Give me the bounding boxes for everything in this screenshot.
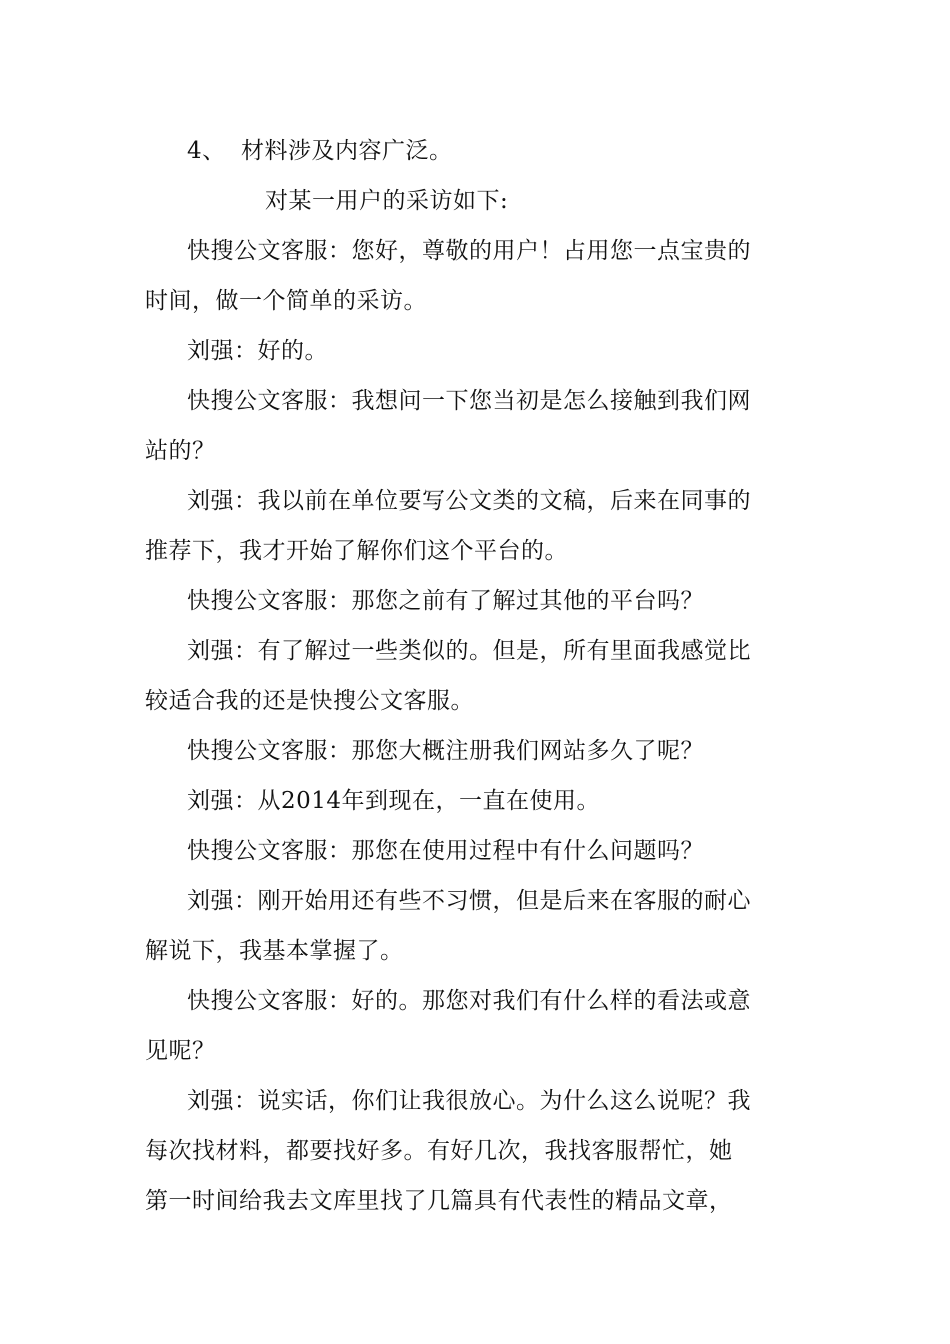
paragraph-line: 见呢？ <box>145 1038 216 1064</box>
paragraph-line: 刘强：有了解过一些类似的。但是，所有里面我感觉比 <box>187 638 751 664</box>
list-item-4 <box>187 136 867 166</box>
paragraph-line: 刘强：说实话，你们让我很放心。为什么这么说呢？我 <box>187 1088 751 1114</box>
paragraph-line: 第一时间给我去文库里找了几篇具有代表性的精品文章， <box>145 1188 733 1214</box>
paragraph-line: 快搜公文客服：那您在使用过程中有什么问题吗？ <box>187 838 704 864</box>
paragraph-line: 刘强：好的。 <box>187 338 328 364</box>
paragraph-line: 快搜公文客服：好的。那您对我们有什么样的看法或意 <box>187 988 751 1014</box>
paragraph-line: 快搜公文客服：我想问一下您当初是怎么接触到我们网 <box>187 388 751 414</box>
paragraph-line: 每次找材料，都要找好多。有好几次，我找客服帮忙，她 <box>145 1138 733 1164</box>
paragraph-line: 时间，做一个简单的采访。 <box>145 288 427 314</box>
list-item-text: 材料涉及内容广泛。 <box>241 138 453 164</box>
paragraph-line: 刘强：从2014年到现在，一直在使用。 <box>187 788 601 814</box>
paragraph-line: 快搜公文客服：您好，尊敬的用户！占用您一点宝贵的 <box>187 238 751 264</box>
paragraph-line: 较适合我的还是快搜公文客服。 <box>145 688 474 714</box>
paragraph-line: 快搜公文客服：那您之前有了解过其他的平台吗？ <box>187 588 704 614</box>
interview-intro: 对某一用户的采访如下: <box>265 188 509 214</box>
list-item-number: 4、 <box>187 138 226 164</box>
paragraph-line: 刘强：刚开始用还有些不习惯，但是后来在客服的耐心 <box>187 888 751 914</box>
paragraph-line: 解说下，我基本掌握了。 <box>145 938 404 964</box>
paragraph-line: 推荐下，我才开始了解你们这个平台的。 <box>145 538 568 564</box>
paragraph-line: 站的？ <box>145 438 216 464</box>
paragraph-line: 刘强：我以前在单位要写公文类的文稿，后来在同事的 <box>187 488 751 514</box>
paragraph-line: 快搜公文客服：那您大概注册我们网站多久了呢？ <box>187 738 704 764</box>
